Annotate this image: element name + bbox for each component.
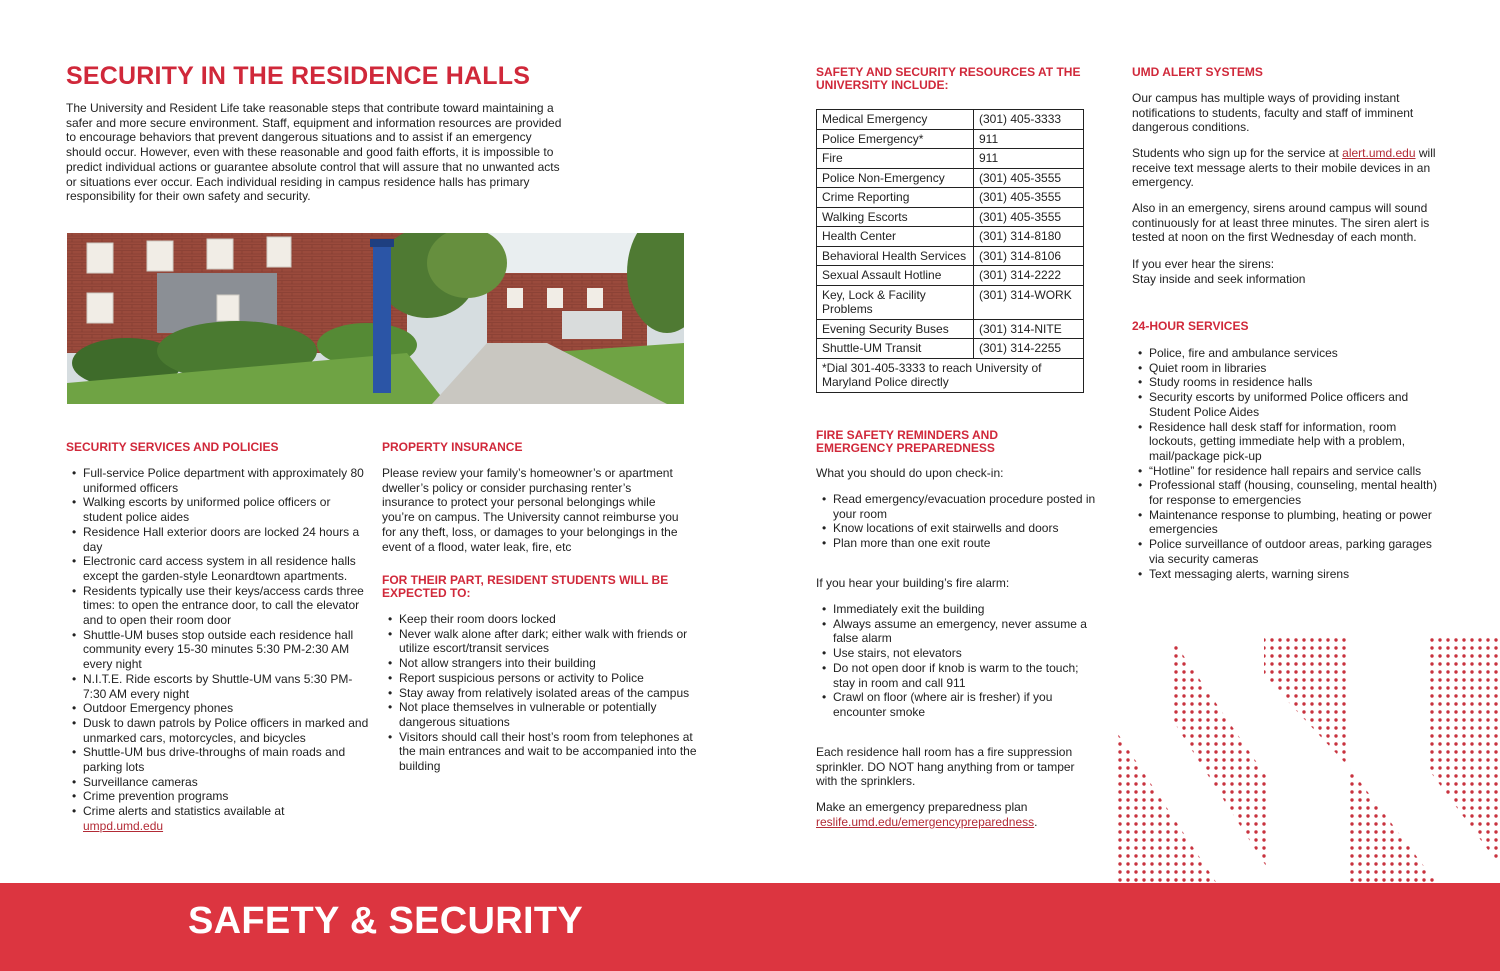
- emergency-preparedness-link[interactable]: reslife.umd.edu/emergencypreparedness: [816, 814, 1035, 829]
- page-title: SECURITY IN THE RESIDENCE HALLS: [66, 62, 531, 90]
- list-item: • Report suspicious persons or activity to Police: [399, 671, 699, 686]
- list-item: • N.I.T.E. Ride escorts by Shuttle-UM vans 5:30 PM-7:30 AM every night: [83, 672, 373, 701]
- resource-phone: 911: [974, 149, 1084, 169]
- residence-hall-photo: [67, 233, 684, 404]
- list-item: • Always assume an emergency, never assume a false alarm: [833, 617, 1095, 646]
- list-item: • Read emergency/evacuation procedure posted in your room: [833, 492, 1103, 521]
- expected-list: [383, 612, 699, 774]
- resource-name: Health Center: [817, 227, 974, 247]
- table-row: [817, 227, 1084, 247]
- list-item: • Never walk alone after dark; either walk with friends or utilize escort/transit services: [399, 627, 699, 656]
- checkin-list: [817, 492, 1103, 551]
- table-row: [817, 168, 1084, 188]
- decorative-dot-pattern: [1116, 636, 1500, 882]
- intro-paragraph: The University and Resident Life take reasonable steps that contribute toward maintaining a safer and more secure environment. Staff, equipment and information resources are provided to encourage behaviors that prevent dangerous situations and to assist if an emergency should occur. However, even with these reasonable and good faith efforts, it is impossible to predict individual actions or guarantee absolute control that will assure that no unwanted acts or situations ever occur. Each individual residing in campus residence halls has primary responsibility for their own safety and security.: [66, 101, 562, 204]
- table-row: [817, 129, 1084, 149]
- alert-umd-link[interactable]: alert.umd.edu: [1342, 146, 1416, 160]
- list-item: • Crawl on floor (where air is fresher) if you encounter smoke: [833, 690, 1095, 719]
- list-item: • Text messaging alerts, warning sirens: [1149, 567, 1439, 582]
- umpd-link[interactable]: umpd.umd.edu: [83, 818, 164, 833]
- table-row: [817, 110, 1084, 130]
- checkin-intro: What you should do upon check-in:: [816, 466, 1004, 480]
- alerts-p4-b: Stay inside and seek information: [1132, 271, 1306, 286]
- resource-phone: (301) 314-2255: [974, 339, 1084, 359]
- expected-heading: FOR THEIR PART, RESIDENT STUDENTS WILL BE EXPECTED TO:: [382, 573, 669, 600]
- list-item: • Outdoor Emergency phones: [83, 701, 373, 716]
- fire-heading: FIRE SAFETY REMINDERS AND EMERGENCY PREPAREDNESS: [816, 428, 999, 455]
- list-item: • “Hotline” for residence hall repairs and service calls: [1149, 464, 1439, 479]
- resource-phone: (301) 314-8106: [974, 246, 1084, 266]
- alarm-intro: If you hear your building’s fire alarm:: [816, 576, 1010, 590]
- list-item: • Use stairs, not elevators: [833, 646, 1095, 661]
- list-item: • Professional staff (housing, counseling, mental health) for response to emergencies: [1149, 478, 1439, 507]
- resource-phone: (301) 314-2222: [974, 266, 1084, 286]
- insurance-text: Please review your family’s homeowner’s or apartment dweller’s policy or consider purchasing renter’s insurance to protect your personal belongings while you’re on campus. The University cannot reimburse you for any theft, loss, or damages to your belongings in the event of a flood, water leak, fire, etc: [382, 466, 679, 554]
- list-item: • Know locations of exit stairwells and doors: [833, 521, 1103, 536]
- list-item: • Plan more than one exit route: [833, 536, 1103, 551]
- resource-name: Fire: [817, 149, 974, 169]
- alerts-p2-b: will receive text message alerts to their mobile devices in an emergency.: [1132, 146, 1436, 190]
- list-item: • Electronic card access system in all residence halls except the garden-style Leonardtown apartments.: [83, 554, 373, 583]
- footer-title: SAFETY & SECURITY: [188, 900, 584, 942]
- services-heading: SECURITY SERVICES AND POLICIES: [66, 440, 279, 454]
- resource-name: Key, Lock & Facility Problems: [817, 285, 974, 319]
- table-row: [817, 358, 1084, 392]
- resource-name: Police Emergency*: [817, 129, 974, 149]
- list-item: • Residence Hall exterior doors are locked 24 hours a day: [83, 525, 373, 554]
- resource-name: Sexual Assault Hotline: [817, 266, 974, 286]
- services-list: [67, 466, 373, 834]
- list-item: • Dusk to dawn patrols by Police officers in marked and unmarked cars, motorcycles, and bicycles: [83, 716, 373, 745]
- table-row: [817, 285, 1084, 319]
- resource-phone: (301) 314-WORK: [974, 285, 1084, 319]
- list-item: • Keep their room doors locked: [399, 612, 699, 627]
- list-item: • Visitors should call their host’s room from telephones at the main entrances and wait to be accompanied into the building: [399, 730, 699, 774]
- resource-phone: (301) 405-3555: [974, 168, 1084, 188]
- alarm-list: [817, 602, 1095, 720]
- table-row: [817, 149, 1084, 169]
- plan-text: Make an emergency preparedness plan: [816, 800, 1028, 814]
- sprinkler-text: Each residence hall room has a fire suppression sprinkler. DO NOT hang anything from or tamper with the sprinklers.: [816, 745, 1075, 789]
- list-item: • Study rooms in residence halls: [1149, 375, 1439, 390]
- table-row: [817, 188, 1084, 208]
- table-row: [817, 266, 1084, 286]
- resource-phone: (301) 405-3333: [974, 110, 1084, 130]
- resource-phone: (301) 405-3555: [974, 207, 1084, 227]
- resource-phone: 911: [974, 129, 1084, 149]
- alerts-p3: Also in an emergency, sirens around campus will sound continuously for at least three minutes. The siren alert is tested at noon on the first Wednesday of each month.: [1132, 201, 1430, 245]
- list-item: • Surveillance cameras: [83, 775, 373, 790]
- list-item: • Shuttle-UM buses stop outside each residence hall community every 15-30 minutes 5:30 PM-2:30 AM every night: [83, 628, 373, 672]
- list-item: • Immediately exit the building: [833, 602, 1095, 617]
- table-row: [817, 339, 1084, 359]
- list-item: • Residents typically use their keys/access cards three times: to open the entrance door, to call the elevator and to open their room door: [83, 584, 373, 628]
- list-item: • Crime prevention programs: [83, 789, 373, 804]
- alerts-p4-a: If you ever hear the sirens:: [1132, 257, 1275, 271]
- resources-note: *Dial 301-405-3333 to reach University of Maryland Police directly: [817, 358, 1084, 392]
- insurance-heading: PROPERTY INSURANCE: [382, 440, 523, 454]
- alerts-p4: [1132, 257, 1432, 286]
- list-item: • Do not open door if knob is warm to the touch; stay in room and call 911: [833, 661, 1095, 690]
- alerts-p2: [1132, 146, 1438, 190]
- alerts-heading: UMD ALERT SYSTEMS: [1132, 65, 1263, 79]
- resource-phone: (301) 405-3555: [974, 188, 1084, 208]
- resource-phone: (301) 314-8180: [974, 227, 1084, 247]
- footer-banner: [0, 883, 1500, 971]
- resource-name: Evening Security Buses: [817, 319, 974, 339]
- resource-phone: (301) 314-NITE: [974, 319, 1084, 339]
- list-item: [83, 804, 373, 833]
- alerts-p1: Our campus has multiple ways of providing instant notifications to students, faculty and staff of imminent dangerous conditions.: [1132, 91, 1414, 135]
- list-item: • Shuttle-UM bus drive-throughs of main roads and parking lots: [83, 745, 373, 774]
- resources-table: [816, 109, 1084, 393]
- list-item: • Quiet room in libraries: [1149, 361, 1439, 376]
- plan-end: .: [1034, 814, 1038, 829]
- list-item: • Police surveillance of outdoor areas, parking garages via security cameras: [1149, 537, 1439, 566]
- list-item: • Walking escorts by uniformed police officers or student police aides: [83, 495, 373, 524]
- list-item: • Residence hall desk staff for information, room lockouts, getting immediate help with a problem, mail/package pick-up: [1149, 420, 1439, 464]
- list-item: • Security escorts by uniformed Police officers and Student Police Aides: [1149, 390, 1439, 419]
- resource-name: Crime Reporting: [817, 188, 974, 208]
- resource-name: Shuttle-UM Transit: [817, 339, 974, 359]
- plan-paragraph: [816, 800, 1096, 829]
- table-row: [817, 207, 1084, 227]
- alerts-p2-a: Students who sign up for the service at: [1132, 146, 1339, 160]
- resource-name: Police Non-Emergency: [817, 168, 974, 188]
- resources-heading: SAFETY AND SECURITY RESOURCES AT THE UNIVERSITY INCLUDE:: [816, 65, 1081, 92]
- table-row: [817, 319, 1084, 339]
- hours-heading: 24-HOUR SERVICES: [1132, 319, 1249, 333]
- resource-name: Walking Escorts: [817, 207, 974, 227]
- hours-list: [1133, 346, 1439, 581]
- list-item: • Full-service Police department with approximately 80 uniformed officers: [83, 466, 373, 495]
- list-item: • Maintenance response to plumbing, heating or power emergencies: [1149, 508, 1439, 537]
- crime-alerts-text: Crime alerts and statistics available at: [83, 804, 285, 819]
- resource-name: Behavioral Health Services: [817, 246, 974, 266]
- list-item: • Police, fire and ambulance services: [1149, 346, 1439, 361]
- table-row: [817, 246, 1084, 266]
- resource-name: Medical Emergency: [817, 110, 974, 130]
- list-item: • Not place themselves in vulnerable or potentially dangerous situations: [399, 700, 699, 729]
- list-item: • Not allow strangers into their building: [399, 656, 699, 671]
- list-item: • Stay away from relatively isolated areas of the campus: [399, 686, 699, 701]
